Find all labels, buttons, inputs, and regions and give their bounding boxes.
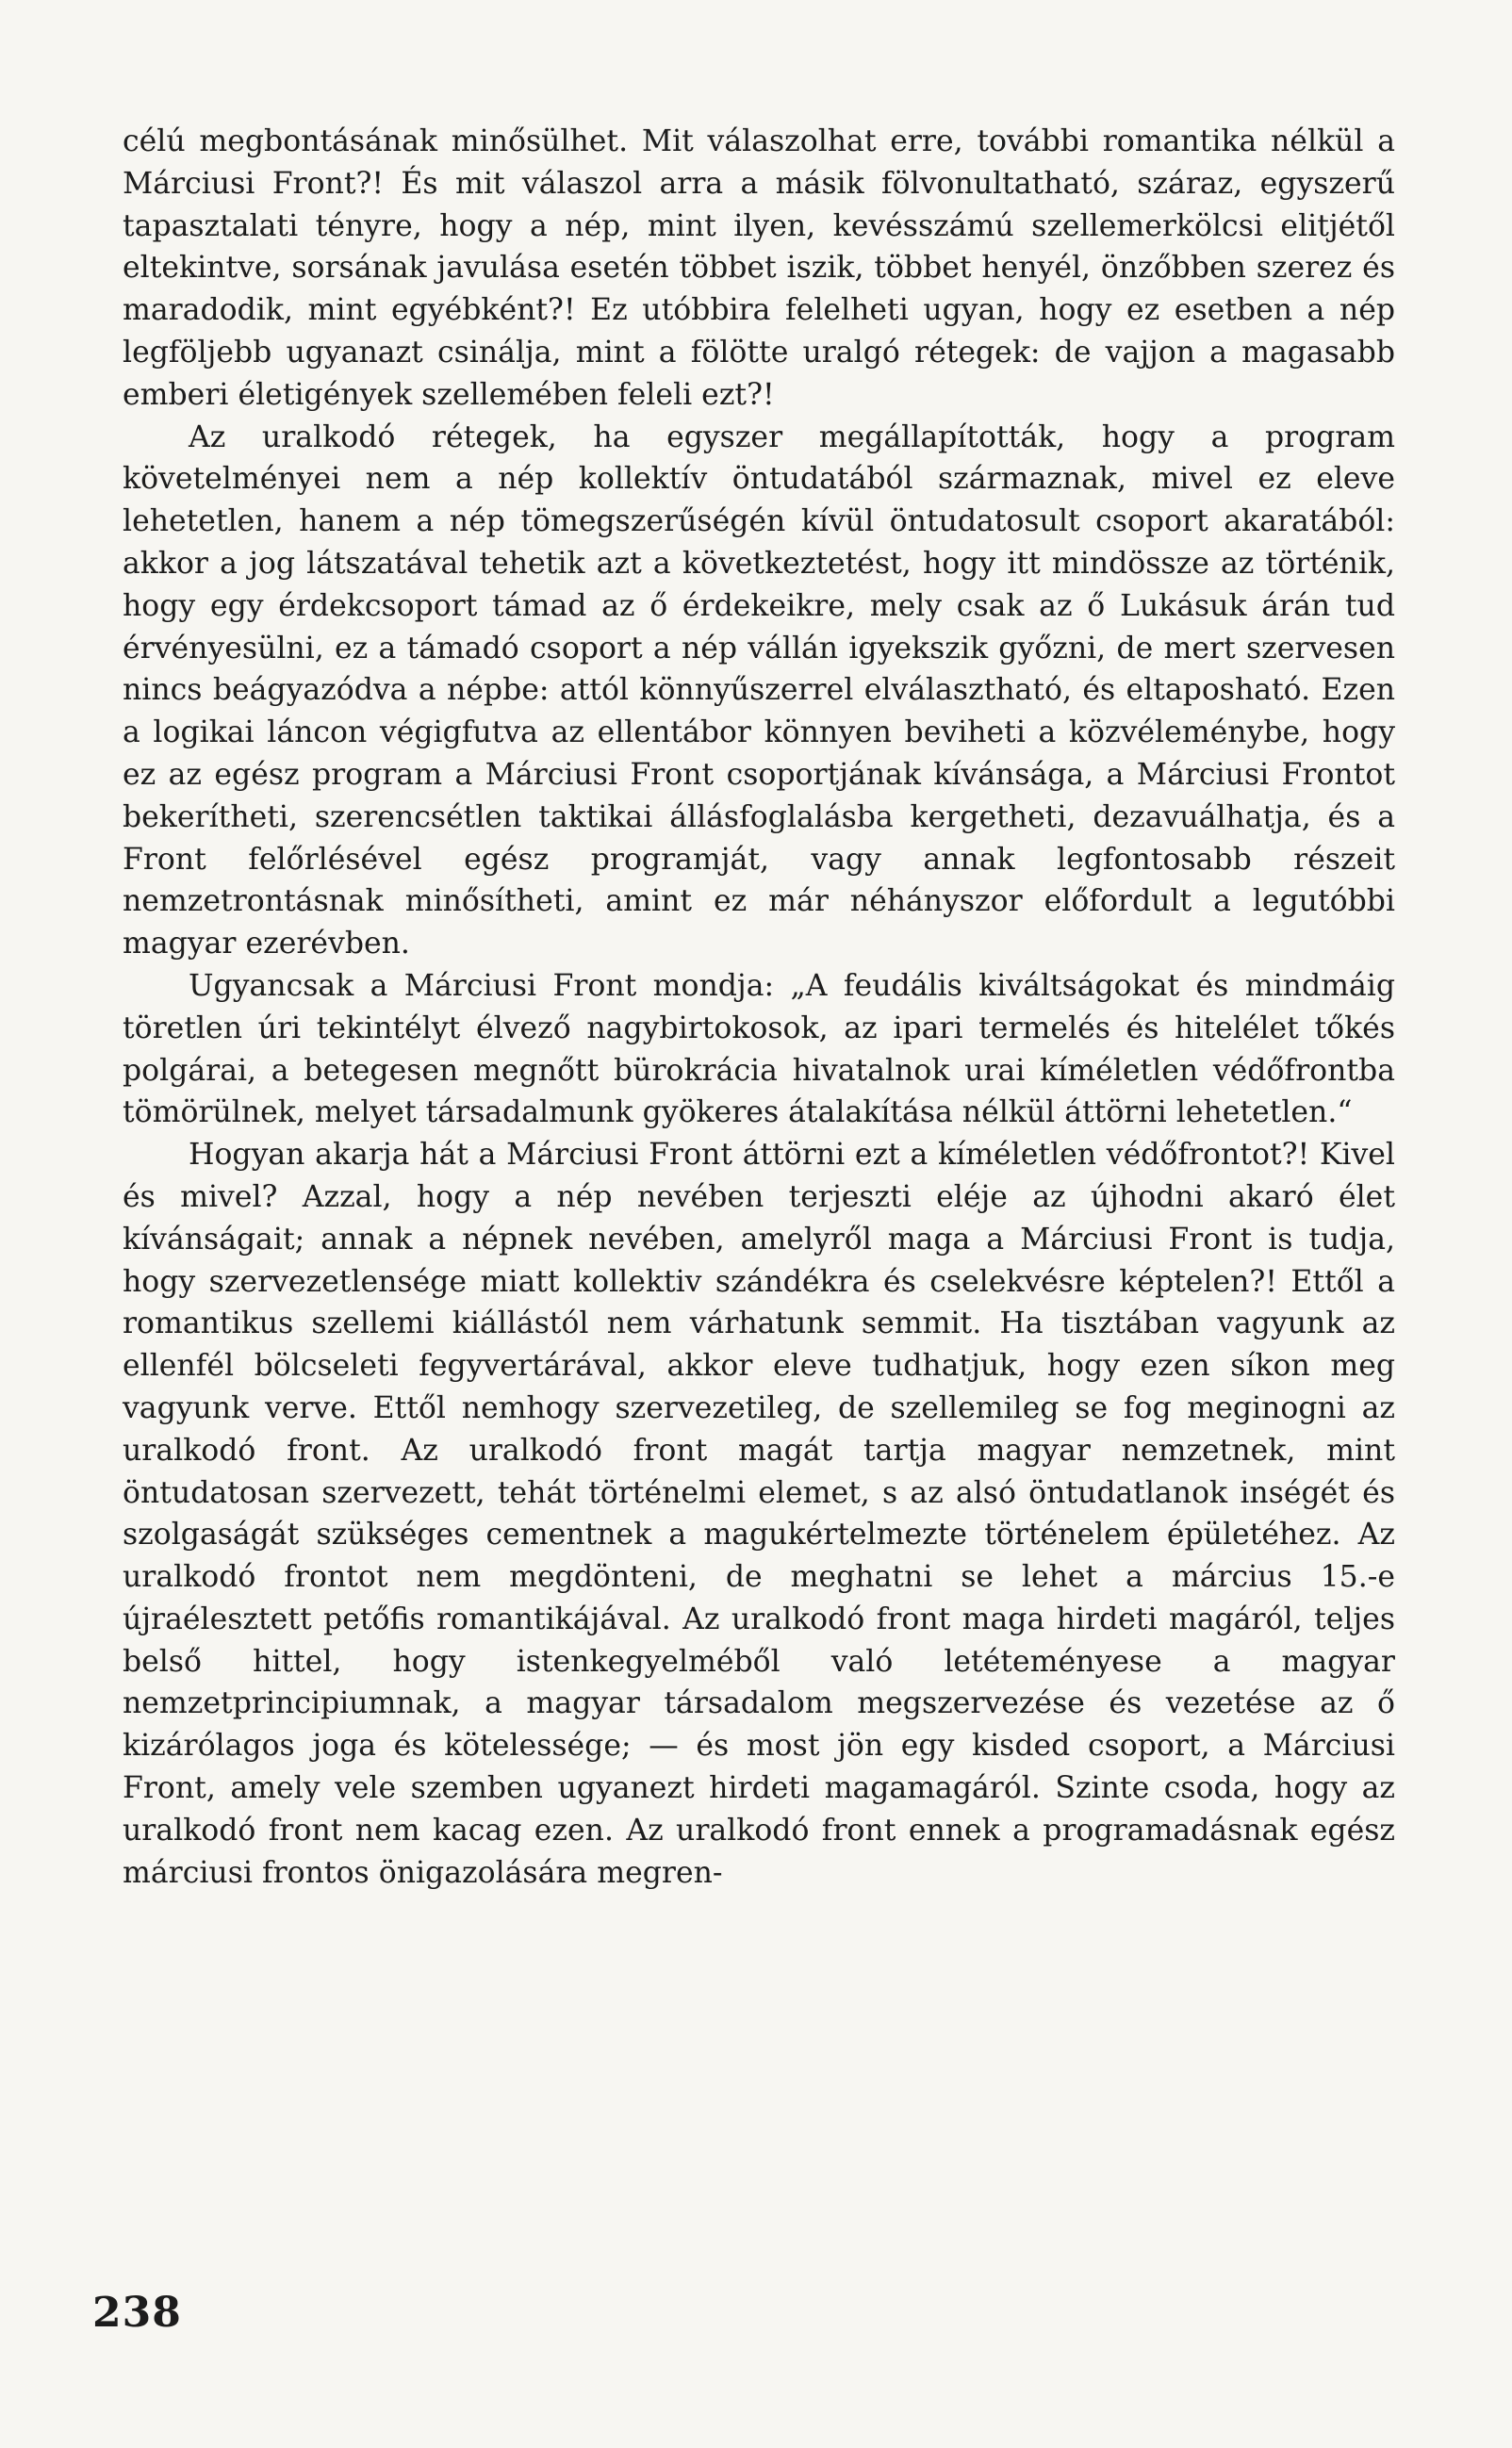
- paragraph-4: Hogyan akarja hát a Márciusi Front áttörni ezt a kíméletlen védőfrontot?! Kivel és mivel? Azzal, hogy a nép nevében terjeszti eléje az újhodni akaró élet kívánságait; annak a népnek nevében, amelyről maga a Márciusi Front is tudja, hogy szervezetlensége miatt kollektiv szándékra és cselekvésre képtelen?! Ettől a romantikus szellemi kiállástól nem várhatunk semmit. Ha tisztában vagyunk az ellenfél bölcseleti fegyvertárával, akkor eleve tudhatjuk, hogy ezen síkon meg vagyunk verve. Ettől nemhogy szervezetileg, de szellemileg se fog meginogni az uralkodó front. Az uralkodó front magát tartja magyar nemzetnek, mint öntudatosan szervezett, tehát történelmi elemet, s az alsó öntudatlanok inségét és szolgaságát szükséges cementnek a magukértelmezte történelem épületéhez. Az uralkodó frontot nem megdönteni, de meghatni se lehet a március 15.-e újraélesztett petőfis romantikájával. Az uralkodó front maga hirdeti magáról, teljes belső hittel, hogy istenkegyelméből való letéteményese a magyar nemzetprincipiumnak, a magyar társadalom megszervezése és vezetése az ő kizárólagos joga és kötelessége; — és most jön egy kisded csoport, a Márciusi Front, amely vele szemben ugyanezt hirdeti magamagáról. Szinte csoda, hogy az uralkodó front nem kacag ezen. Az uralkodó front ennek a programadásnak egész márciusi frontos önigazolására megren-: [123, 1138, 1395, 1890]
- page-number: 238: [92, 2289, 182, 2337]
- paragraph-2: Az uralkodó rétegek, ha egyszer megállapították, hogy a program követelményei nem a nép kollektív öntudatából származnak, mivel ez eleve lehetetlen, hanem a nép tömegszerűségén kívül öntudatosult csoport akaratából: akkor a jog látszatával tehetik azt a következtetést, hogy itt mindössze az történik, hogy egy érdekcsoport támad az ő érdekeikre, mely csak az ő Lukásuk árán tud érvényesülni, ez a támadó csoport a nép vállán igyekszik győzni, de mert szervesen nincs beágyazódva a népbe: attól könnyűszerrel elválasztható, és eltaposható. Ezen a logikai láncon végigfutva az ellentábor könnyen beviheti a közvéleménybe, hogy ez az egész program a Márciusi Front csoportjának kívánsága, a Márciusi Frontot bekerítheti, szerencsétlen taktikai állásfoglalásba kergetheti, dezavuálhatja, és a Front felőrlésével egész programját, vagy annak legfontosabb részeit nemzetrontásnak minősítheti, amint ez már néhányszor előfordult a legutóbbi magyar ezerévben.: [123, 419, 1395, 961]
- body-text: [123, 121, 1395, 1894]
- paragraph-3: Ugyancsak a Márciusi Front mondja: „A feudális kiváltságokat és mindmáig töretlen úri tekintélyt élvező nagybirtokosok, az ipari termelés és hitelélet tőkés polgárai, a betegesen megnőtt bürokrácia hivatalnok urai kíméletlen védőfrontba tömörülnek, melyet társadalmunk gyökeres átalakítása nélkül áttörni lehetetlen.“: [123, 968, 1395, 1130]
- paragraph-1: célú megbontásának minősülhet. Mit válaszolhat erre, további romantika nélkül a Márciusi Front?! És mit válaszol arra a másik fölvonultatható, száraz, egyszerű tapasztalati tényre, hogy a nép, mint ilyen, kevésszámú szellemerkölcsi elitjétől eltekintve, sorsának javulása esetén többet iszik, többet henyél, önzőbben szerez és maradodik, mint egyébként?! Ez utóbbira felelheti ugyan, hogy ez esetben a nép legföljebb ugyanazt csinálja, mint a fölötte uralgó rétegek: de vajjon a magasabb emberi életigények szellemében feleli ezt?!: [123, 124, 1395, 412]
